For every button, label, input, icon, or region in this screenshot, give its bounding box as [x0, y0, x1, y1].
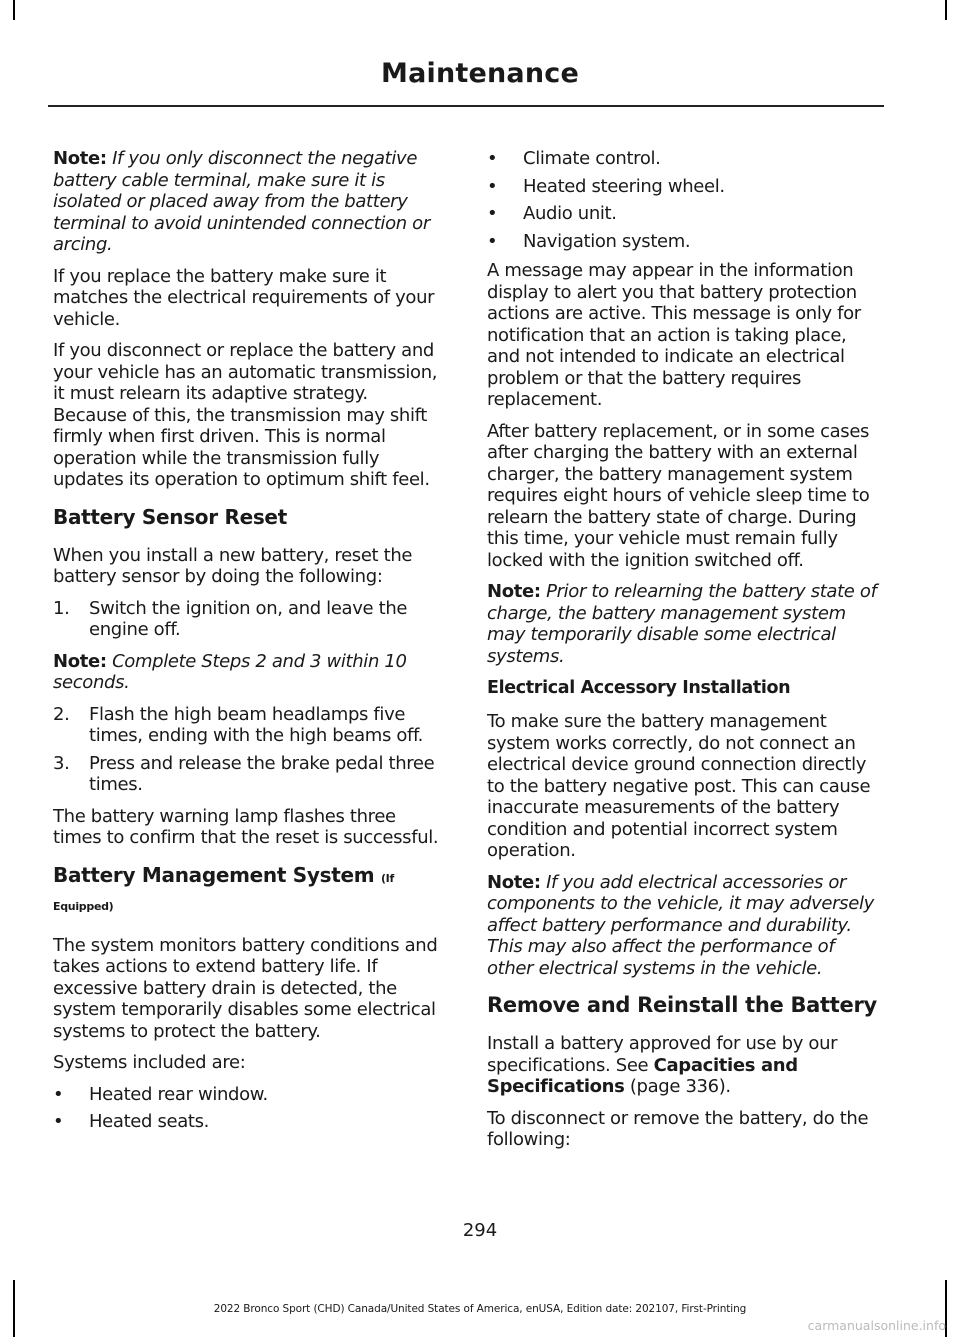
list-item-text: Audio unit.: [523, 203, 617, 224]
bullet-icon: •: [487, 175, 498, 197]
heading-text: Battery Management System: [53, 862, 375, 887]
note-text: Prior to relearning the battery state of charge, the battery management system may temporarily disable some electrical systems.: [487, 581, 877, 667]
paragraph-relearn-sleep: After battery replacement, or in some cases after charging the battery with an external charger, the battery management system requires eight hours of vehicle sleep time to relearn the battery state of charge. During this time, your vehicle must remain fully locked with the ignition switched off.: [487, 420, 870, 571]
paragraph-sensor-reset-intro: When you install a new battery, reset the battery sensor by doing the following:: [53, 544, 413, 587]
list-item: [487, 203, 879, 225]
list-item: [487, 148, 879, 170]
step-number: 3.: [53, 752, 70, 774]
page-number: 294: [462, 1220, 498, 1241]
note-relearning: [487, 581, 879, 667]
step-text: Switch the ignition on, and leave the engine off.: [89, 597, 408, 640]
systems-list-left: [53, 1084, 445, 1133]
crop-mark-top-left: [13, 0, 15, 20]
systems-list-right: [487, 148, 879, 252]
note-label: Note:: [487, 581, 541, 602]
capacities-specifications-link[interactable]: Capacities and Specifications: [487, 1054, 798, 1097]
header-divider: [48, 105, 884, 107]
footer-edition-info: 2022 Bronco Sport (CHD) Canada/United States of America, enUSA, Edition date: 202107, First-Printing: [213, 1303, 747, 1315]
paragraph-system-monitors: The system monitors battery conditions and takes actions to extend battery life. If excessive battery drain is detected, the system temporarily disables some electrical systems to protect the battery.: [53, 934, 438, 1042]
note-label: Note:: [487, 871, 541, 893]
list-item: [53, 753, 445, 796]
bullet-icon: •: [487, 230, 498, 252]
paragraph-install-approved: [487, 1033, 879, 1098]
paragraph-systems-included: Systems included are:: [53, 1052, 246, 1073]
sensor-reset-steps: [53, 598, 445, 641]
heading-battery-management-system: [53, 863, 445, 919]
sensor-reset-steps-continued: [53, 704, 445, 796]
list-item-text: Climate control.: [523, 148, 661, 169]
paragraph-disconnect-intro: To disconnect or remove the battery, do the following:: [487, 1107, 869, 1150]
note-label: Note:: [53, 650, 107, 672]
list-item: [53, 598, 445, 641]
bullet-icon: •: [487, 203, 498, 224]
list-item-text: Heated steering wheel.: [523, 175, 725, 197]
paragraph-text: Install a battery approved for use by our specifications. See: [487, 1033, 838, 1076]
note-label: Note:: [53, 148, 107, 169]
watermark: carmanualsonline.info: [807, 1318, 946, 1333]
page-title: Maintenance: [381, 58, 579, 89]
step-text: Press and release the brake pedal three times.: [89, 752, 435, 795]
list-item-text: Navigation system.: [523, 230, 691, 252]
bullet-icon: •: [53, 1083, 64, 1105]
list-item: [487, 176, 879, 198]
paragraph-transmission-relearn: If you disconnect or replace the battery and your vehicle has an automatic transmission, it must relearn its adaptive strategy. Because of this, the transmission may shift firmly when first driven. This is normal operation while the transmission fully updates its operation to optimum shift feel.: [53, 340, 438, 490]
paragraph-warning-lamp: The battery warning lamp flashes three times to confirm that the reset is successful.: [53, 805, 439, 848]
list-item: [487, 231, 879, 253]
list-item: [53, 1111, 445, 1133]
step-text: Flash the high beam headlamps five times, ending with the high beams off.: [89, 703, 424, 746]
note-steps-timing: [53, 651, 445, 694]
note-text: Complete Steps 2 and 3 within 10 seconds.: [53, 650, 407, 693]
heading-battery-sensor-reset: Battery Sensor Reset: [53, 504, 287, 529]
heading-qualifier: (If Equipped): [53, 871, 394, 913]
page-reference: (page 336).: [624, 1076, 731, 1097]
right-column: [487, 148, 879, 1161]
step-number: 1.: [53, 597, 70, 619]
note-text: If you add electrical accessories or components to the vehicle, it may adversely affect battery performance and durability. This may also affect the performance of other electrical systems in the vehicle.: [487, 871, 874, 979]
note-negative-terminal: [53, 148, 445, 256]
heading-remove-reinstall-battery: Remove and Reinstall the Battery: [487, 993, 877, 1017]
note-accessories: [487, 872, 879, 980]
list-item-text: Heated rear window.: [89, 1083, 268, 1105]
note-text: If you only disconnect the negative battery cable terminal, make sure it is isolated or placed away from the battery terminal to avoid unintended connection or arcing.: [53, 148, 430, 255]
list-item: [53, 704, 445, 747]
left-column: [53, 148, 445, 1143]
paragraph-protection-message: A message may appear in the information display to alert you that battery protection actions are active. This message is only for notification that an action is taking place, and not intended to indicate an electrical problem or that the battery requires replacement.: [487, 260, 861, 410]
paragraph-ground-connection: To make sure the battery management system works correctly, do not connect an electrical device ground connection directly to the battery negative post. This can cause inaccurate measurements of the battery condition and potential incorrect system operation.: [487, 711, 871, 861]
bullet-icon: •: [53, 1111, 64, 1132]
step-number: 2.: [53, 703, 70, 725]
list-item: [53, 1084, 445, 1106]
crop-mark-top-right: [945, 0, 947, 20]
paragraph-replace-battery: If you replace the battery make sure it matches the electrical requirements of your vehicle.: [53, 265, 435, 330]
list-item-text: Heated seats.: [89, 1111, 210, 1132]
bullet-icon: •: [487, 148, 498, 169]
heading-electrical-accessory-installation: Electrical Accessory Installation: [487, 678, 791, 698]
